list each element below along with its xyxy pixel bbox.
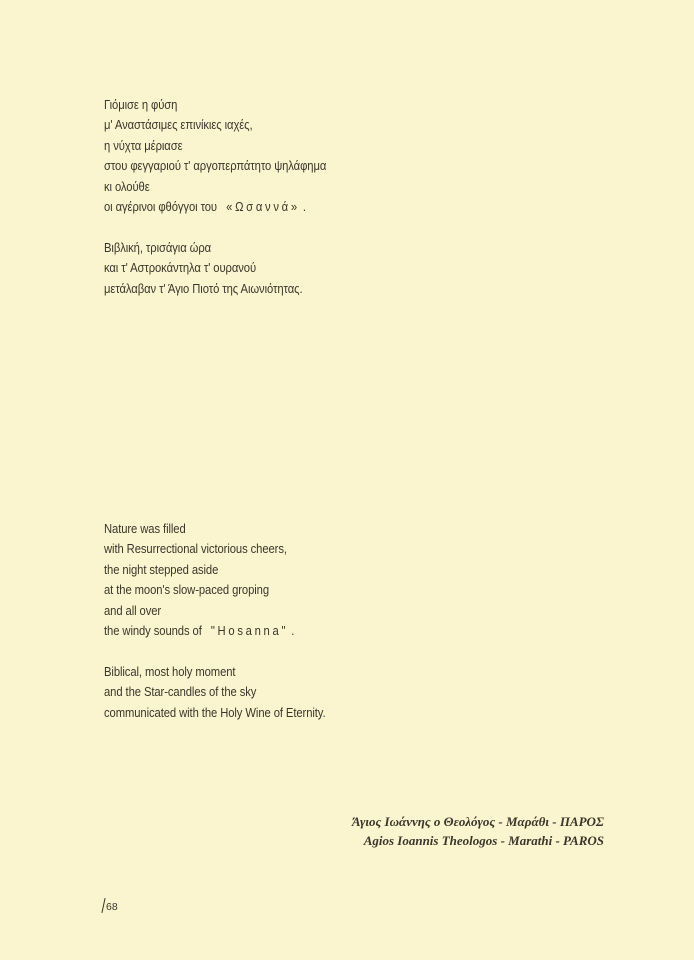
poem-line: and all over [104, 603, 162, 618]
poem-line: και τ' Αστροκάντηλα τ' ουρανού [104, 261, 257, 276]
poem-line: στου φεγγαριού τ' αργοπερπάτητο ψηλάφημα [104, 159, 327, 174]
greek-poem [104, 95, 326, 299]
poem-line [104, 197, 326, 217]
photo-caption [352, 812, 604, 850]
poem-line-suffix: . [291, 624, 295, 639]
poem-line: Nature was filled [104, 522, 186, 536]
english-poem [104, 519, 326, 723]
poem-line-suffix: . [302, 200, 306, 215]
caption-greek: Άγιος Ιωάννης ο Θεολόγος - Μαράθι - ΠΑΡΟΣ [351, 814, 604, 829]
page-number [103, 898, 118, 913]
poem-line: Βιβλική, τρισάγια ώρα [104, 240, 212, 255]
poem-line: μ' Αναστάσιμες επινίκιες ιαχές, [104, 118, 253, 133]
hosanna-word: «Ωσαννά» [226, 200, 300, 215]
poem-line: the night stepped aside [104, 562, 219, 577]
poem-line: κι ολούθε [104, 179, 150, 194]
poem-line: at the moon's slow-paced groping [104, 583, 269, 598]
poem-line [104, 621, 326, 641]
poem-line: and the Star-candles of the sky [104, 685, 257, 700]
poem-line: communicated with the Holy Wine of Eternity. [104, 705, 326, 720]
caption-english: Agios Ioannis Theologos - Marathi - PAROS [363, 833, 604, 848]
poem-line: Γιόμισε η φύση [104, 98, 178, 112]
hosanna-word: "Hosanna" [210, 624, 289, 639]
poem-line: μετάλαβαν τ' Άγιο Πιοτό της Αιωνιότητας. [104, 281, 303, 296]
poem-line-prefix: the windy sounds of [104, 624, 205, 639]
poem-line: η νύχτα μέριασε [104, 138, 183, 153]
poem-line: Biblical, most holy moment [104, 664, 236, 679]
page-number-value: 68 [106, 901, 118, 913]
poem-line-prefix: οι αγέρινοι φθόγγοι του [104, 200, 221, 215]
page-number-slash [101, 898, 105, 913]
poem-line: with Resurrectional victorious cheers, [104, 542, 287, 557]
